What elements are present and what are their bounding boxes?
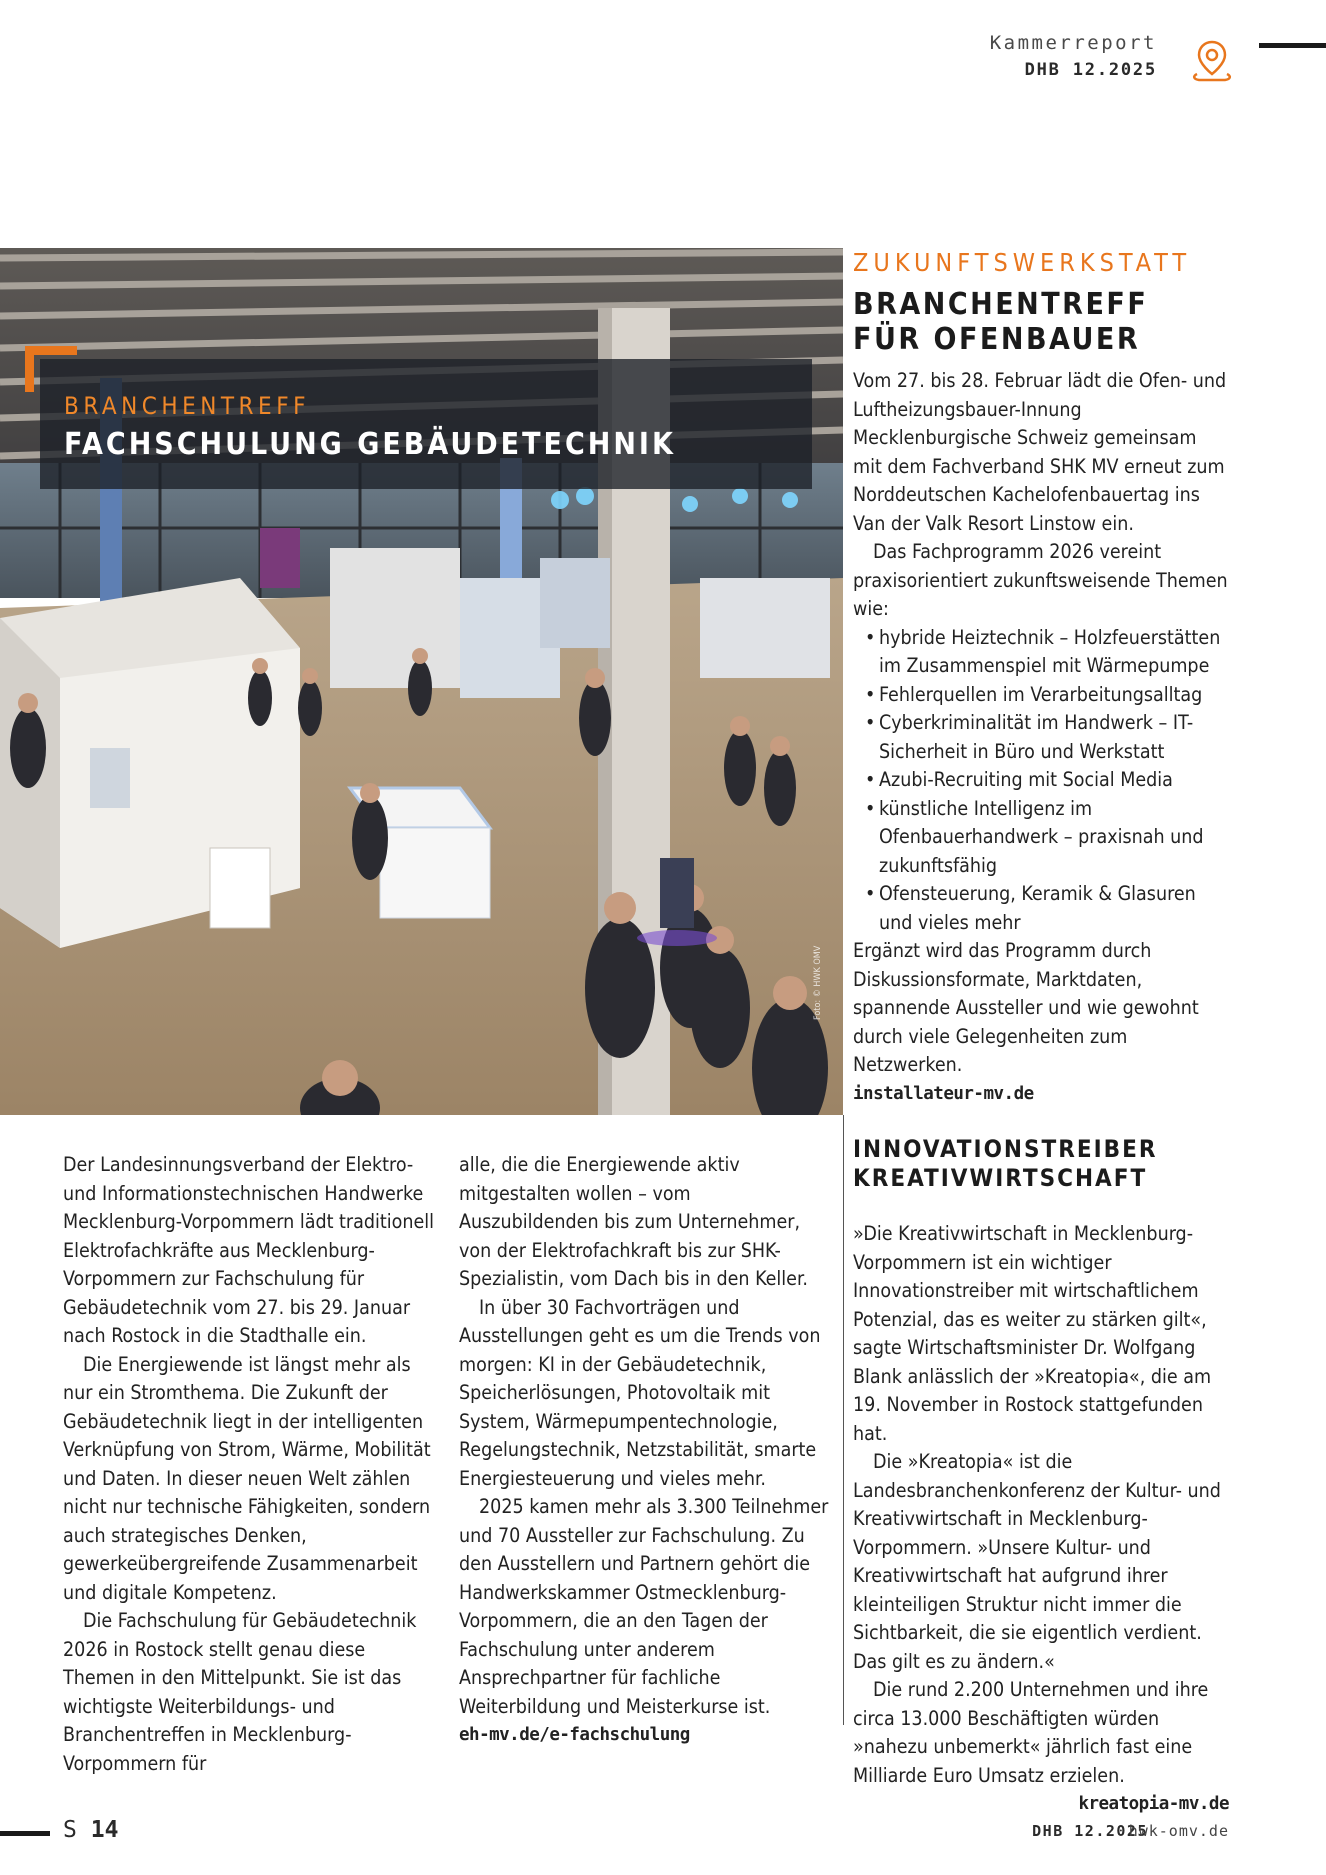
list-item: • Cyberkriminalität im Handwerk – IT-Sicherheit in Büro und Werkstatt: [853, 709, 1229, 766]
paragraph: alle, die die Energiewende aktiv mitgestalten wollen – vom Auszubildenden bis zum Unternehmer, von der Elektrofachkraft bis zur SHK-Spezialistin, vom Dach bis in den Keller.: [459, 1153, 808, 1290]
paragraph: Vom 27. bis 28. Februar lädt die Ofen- und Luftheizungsbauer-Innung Mecklenburgische Schweiz gemeinsam mit dem Fachverband SHK MV erneut zum Norddeutschen Kachelofenbauertag ins Van der Valk Resort Linstow ein.: [853, 369, 1227, 535]
section-label: Kammerreport: [989, 32, 1157, 54]
footer-rule: [0, 1831, 50, 1836]
list-item: • Azubi-Recruiting mit Social Media: [853, 766, 1229, 795]
article-kreativ-body: [853, 1220, 1229, 1819]
article-kicker: ZUKUNFTSWERKSTATT: [853, 248, 1192, 277]
article-link[interactable]: eh-mv.de/e-fachschulung: [459, 1725, 690, 1745]
paragraph: Die Fachschulung für Gebäudetechnik 2026 in Rostock stellt genau diese Themen in den Mittelpunkt. Sie ist das wichtigste Weiterbildungs- und Branchentreffen in Mecklenburg-Vorpommern für: [63, 1609, 417, 1775]
overlay-kicker: BRANCHENTREFF: [64, 392, 311, 420]
article-ofenbauer: [853, 248, 1229, 1108]
footer-website[interactable]: hwk-omv.de: [1128, 1822, 1229, 1840]
article-link[interactable]: installateur-mv.de: [853, 1083, 1034, 1104]
header-rule: [1259, 43, 1326, 48]
headline-line-1: BRANCHENTREFF: [853, 287, 1149, 322]
overlay-title: FACHSCHULUNG GEBÄUDETECHNIK: [64, 427, 676, 462]
paragraph: Die Energiewende ist längst mehr als nur ein Stromthema. Die Zukunft der Gebäudetechnik liegt in der intelligenten Verknüpfung von Strom, Wärme, Mobilität und Daten. In dieser neuen Welt zählen nicht nur technische Fähigkeiten, sondern auch strategisches Denken, gewerkeübergreifende Zusammenarbeit und digitale Kompetenz.: [63, 1352, 431, 1604]
column-divider: [843, 1115, 844, 1725]
paragraph: In über 30 Fachvorträgen und Ausstellungen geht es um die Trends von morgen: KI in der Gebäudetechnik, Speicherlösungen, Photovoltaik mit System, Wärmepumpentechnologie, Regelungstechnik, Netzstabilität, smarte Energiesteuerung und vieles mehr.: [459, 1295, 821, 1490]
list-item: • Fehlerquellen im Verarbeitungsalltag: [853, 681, 1229, 710]
article-kreativ-headline: [853, 1135, 1229, 1193]
paragraph: Ergänzt wird das Programm durch Diskussionsformate, Marktdaten, spannende Aussteller und wie gewohnt durch viele Gelegenheiten zum Netzwerken.: [853, 939, 1199, 1076]
location-pin-icon: [1191, 38, 1233, 84]
headline-line-2: KREATIVWIRTSCHAFT: [853, 1164, 1148, 1192]
list-item: • hybride Heiztechnik – Holzfeuerstätten im Zusammenspiel mit Wärmepumpe: [853, 624, 1229, 681]
overlay-corner-bracket: [25, 346, 77, 392]
paragraph: Die »Kreatopia« ist die Landesbranchenkonferenz der Kultur- und Kreativwirtschaft in Mecklenburg-Vorpommern. »Unsere Kultur- und Kreativwirtschaft hat aufgrund ihrer kleinteiligen Struktur nicht immer die Sichtbarkeit, die sie eigentlich verdient. Das gilt es zu ändern.«: [853, 1450, 1221, 1673]
paragraph: 2025 kamen mehr als 3.300 Teilnehmer und 70 Aussteller zur Fachschulung. Zu den Ausstellern und Partnern gehört die Handwerkskammer Ostmecklenburg-Vorpommern, die an den Tagen der Fachschulung unter anderem Ansprechpartner für fachliche Weiterbildung und Meisterkurse ist.: [459, 1495, 829, 1718]
issue-label: DHB 12.2025: [1024, 60, 1157, 80]
list-item: • Ofensteuerung, Keramik & Glasuren und vieles mehr: [853, 880, 1229, 937]
page-number: [63, 1817, 118, 1843]
paragraph: Der Landesinnungsverband der Elektro- und Informationstechnischen Handwerke Mecklenburg-Vorpommern lädt traditionell Elektrofachkräfte aus Mecklenburg-Vorpommern zur Fachschulung für Gebäudetechnik vom 27. bis 29. Januar nach Rostock in die Stadthalle ein.: [63, 1153, 435, 1347]
list-item: • künstliche Intelligenz im Ofenbauerhandwerk – praxisnah und zukunftsfähig: [853, 795, 1229, 881]
paragraph: Die rund 2.200 Unternehmen und ihre circa 13.000 Beschäftigten würden »nahezu unbemerkt« jährlich fast eine Milliarde Euro Umsatz erzielen.: [853, 1678, 1209, 1787]
topic-list: [853, 624, 1229, 938]
article-gebaeudetechnik-col-2: [459, 1151, 829, 1750]
paragraph: »Die Kreativwirtschaft in Mecklenburg-Vorpommern ist ein wichtiger Innovationstreiber mit wirtschaftlichem Potenzial, das es weiter zu stärken gilt«, sagte Wirtschaftsminister Dr. Wolfgang Blank anlässlich der »Kreatopia«, die am 19. November in Rostock stattgefunden hat.: [853, 1222, 1212, 1445]
headline-line-1: INNOVATIONSTREIBER: [853, 1135, 1158, 1163]
article-gebaeudetechnik-col-1: [63, 1151, 441, 1778]
photo-overlay-box: [40, 359, 812, 489]
headline-line-2: FÜR OFENBAUER: [853, 322, 1141, 357]
page-number-value: 14: [90, 1817, 119, 1843]
article-body: [853, 367, 1229, 1108]
footer-issue: DHB 12.2025: [1032, 1822, 1148, 1840]
article-link[interactable]: kreatopia-mv.de: [1078, 1794, 1229, 1814]
photo-credit: Foto: © HWK OMV: [813, 945, 823, 1020]
page-prefix: S: [63, 1817, 77, 1843]
paragraph: Das Fachprogramm 2026 vereint praxisorientiert zukunftsweisende Themen wie:: [853, 540, 1228, 620]
article-headline: [853, 287, 1229, 357]
